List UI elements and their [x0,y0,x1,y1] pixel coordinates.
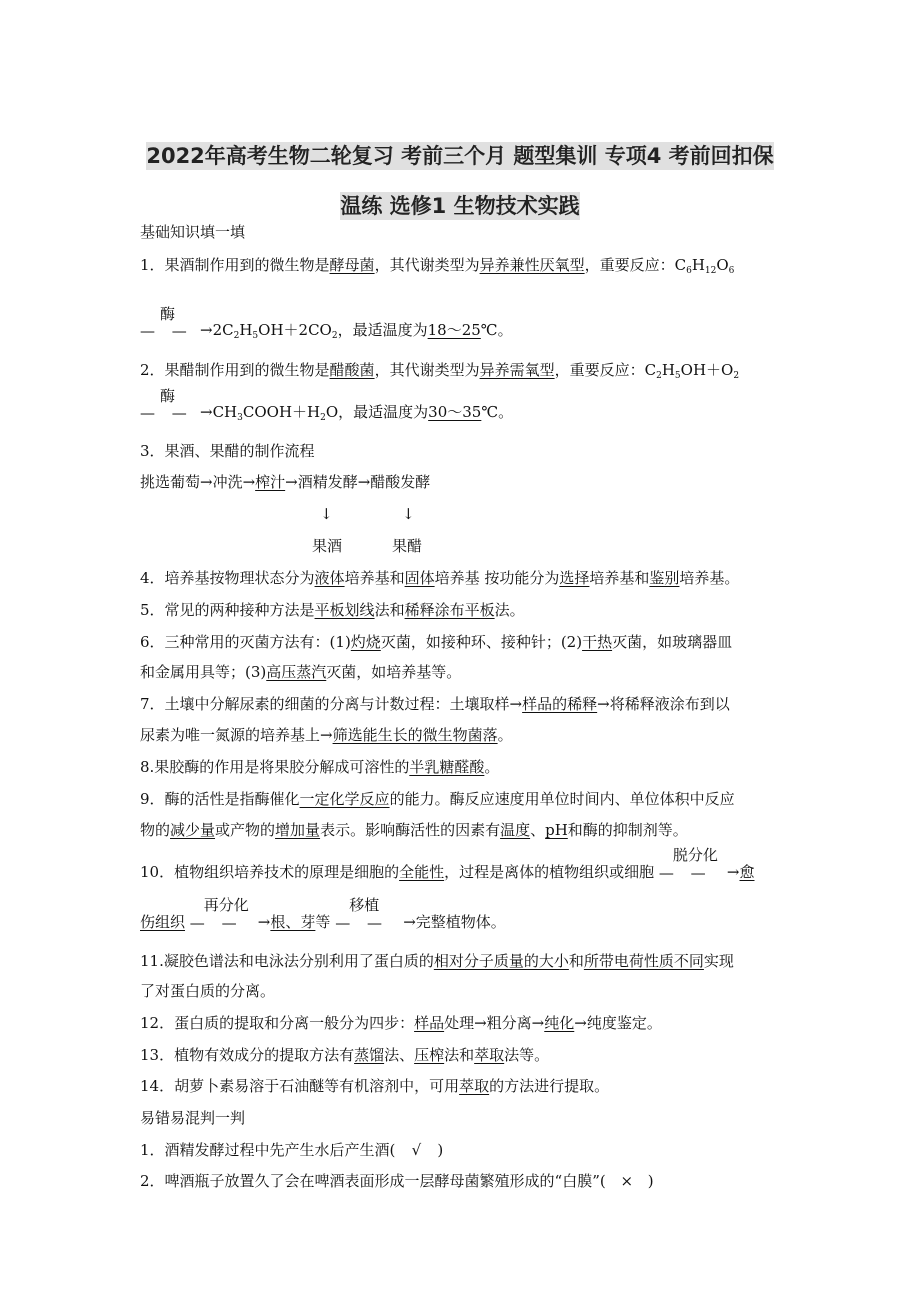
judge-mark-1: √ [411,1141,422,1159]
item-11-line-1: 11.凝胶色谱法和电泳法分别利用了蛋白质的相对分子质量的大小和所带电荷性质不同实现 [140,952,734,970]
redifferentiation-arrow: 再分化 — — [189,896,249,932]
item-10-line-1: 10．植物组织培养技术的原理是细胞的全能性，过程是离体的植物组织或细胞 脱分化 — — →愈 [140,846,755,882]
item-7-line-1: 7．土壤中分解尿素的细菌的分离与计数过程：土壤取样→样品的稀释→将稀释液涂布到以 [140,695,730,713]
judge-item-1: 1．酒精发酵过程中先产生水后产生酒( √ ) [140,1141,444,1159]
item-9-line-1: 9．酶的活性是指酶催化一定化学反应的能力。酶反应速度用单位时间内、单位体积中反应 [140,790,735,808]
item-12: 12．蛋白质的提取和分离一般分为四步：样品处理→粗分离→纯化→纯度鉴定。 [140,1014,662,1032]
judge-mark-2: × [620,1172,634,1190]
item-6-line-1: 6．三种常用的灭菌方法有：(1)灼烧灭菌，如接种环、接种针；(2)干热灭菌，如玻璃器皿 [140,633,733,651]
section-heading-judge: 易错易混判一判 [140,1109,246,1127]
item-9-line-2: 物的减少量或产物的增加量表示。影响酶活性的因素有温度、pH和酶的抑制剂等。 [140,821,688,839]
item-1-line-2: 酶 — — $\to 2C_2H_5OH+2CO_2$，最适温度为18～25℃。 [140,305,513,341]
item-8: 8.果胶酶的作用是将果胶分解成可溶性的半乳糖醛酸。 [140,758,500,776]
flow-down-arrow-1: ↓ [320,505,333,523]
enzyme-reaction-arrow: 酶 — — [140,387,193,422]
flow-down-arrow-2: ↓ [402,505,415,523]
item-10-line-2: 伤组织 再分化 — — →根、芽等 移植 — — →完整植物体。 [140,896,506,932]
section-heading-basics: 基础知识填一填 [140,223,246,241]
document-title-line-2: 温练 选修1 生物技术实践 [340,194,580,218]
dedifferentiation-arrow: 脱分化 — — [658,846,718,882]
item-11-line-2: 了对蛋白质的分离。 [140,982,276,1000]
item-3-heading: 3．果酒、果醋的制作流程 [140,442,315,460]
item-2-line-1: 2．果醋制作用到的微生物是醋酸菌，其代谢类型为异养需氧型，重要反应：$C_2H_5OH+O_2$ [140,361,740,381]
item-13: 13．植物有效成分的提取方法有蒸馏法、压榨法和萃取法等。 [140,1046,550,1064]
flow-output-wine: 果酒 [312,537,343,555]
document-title-line-1: 2022年高考生物二轮复习 考前三个月 题型集训 专项4 考前回扣保 [146,144,774,168]
judge-item-2: 2．啤酒瓶子放置久了会在啤酒表面形成一层酵母菌繁殖形成的“白膜”( × ) [140,1172,654,1190]
item-2-line-2: 酶 — — $\to CH_3COOH+H_2O$，最适温度为30～35℃。 [140,387,514,423]
item-6-line-2: 和金属用具等；(3)高压蒸汽灭菌，如培养基等。 [140,663,462,681]
item-5: 5．常见的两种接种方法是平板划线法和稀释涂布平板法。 [140,601,525,619]
transplant-arrow: 移植 — — [335,896,388,932]
flow-output-vinegar: 果醋 [392,537,423,555]
flow-chart: 挑选葡萄→冲洗→榨汁→酒精发酵→醋酸发酵 [140,473,431,491]
item-7-line-2: 尿素为唯一氮源的培养基上→筛选能生长的微生物菌落。 [140,726,513,744]
item-4: 4．培养基按物理状态分为液体培养基和固体培养基 按功能分为选择培养基和鉴别培养基。 [140,569,740,587]
item-1-line-1: 1．果酒制作用到的微生物是酵母菌，其代谢类型为异养兼性厌氧型，重要反应：$C_6H_{12}O_6$ [140,256,735,276]
item-14: 14．胡萝卜素易溶于石油醚等有机溶剂中，可用萃取的方法进行提取。 [140,1077,610,1095]
enzyme-reaction-arrow: 酶 — — [140,305,193,340]
